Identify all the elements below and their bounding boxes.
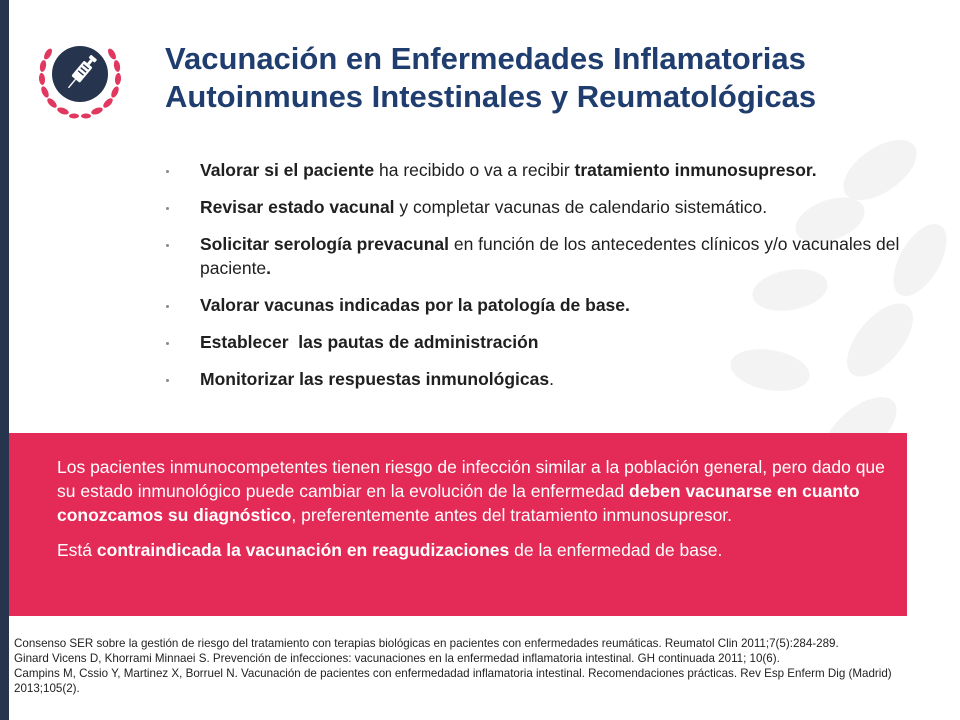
callout-box [9,433,907,616]
list-item [160,367,920,391]
bullet-dot-icon [166,170,169,173]
list-item-bold: tratamiento inmunosupresor. [574,160,817,180]
callout-text: de la enfermedad de base. [509,540,723,560]
list-item-bold: Valorar vacunas indicadas por la patología de base. [200,295,630,315]
reference-item: Consenso SER sobre la gestión de riesgo del tratamiento con terapias biológicas en pacientes con enfermedades reumáticas. Reumatol Clin 2011;7(5):284-289. [14,637,839,650]
reference-item: Ginard Vicens D, Khorrami Minnaei S. Prevención de infecciones: vacunaciones en la enfermedad inflamatoria intestinal. GH continuada 2011; 10(6). [14,652,780,665]
recommendation-list [160,158,920,404]
list-item-bold: Solicitar serología prevacunal [200,234,449,254]
title-line-2: Autoinmunes Intestinales y Reumatológicas [165,79,817,114]
list-item-bold: . [266,258,272,278]
list-item-bold: Establecer las pautas de administración [200,332,539,352]
bullet-dot-icon [166,379,169,382]
list-item [160,232,920,280]
callout-bold: contraindicada la vacunación en reagudizaciones [96,540,510,560]
list-item-bold: Valorar si el paciente [200,160,375,180]
callout-bold: deben vacunarse en cuanto conozcamos su diagnóstico [57,481,860,525]
callout-paragraph-2 [57,538,887,562]
bullet-dot-icon [166,305,169,308]
list-item-text: en función de los antecedentes clínicos y/o vacunales del paciente [200,234,900,278]
list-item [160,158,920,182]
list-item-text: y completar vacunas de calendario sistemático. [394,197,768,217]
reference-item: Campins M, Cssio Y, Martinez X, Borruel N. Vacunación de pacientes con enfermedadad inflamatoria intestinal. Recomendaciones prácticas. Rev Esp Enferm Dig (Madrid) 2013;105(2). [14,667,892,695]
references [14,636,934,696]
vaccine-laurel-logo-icon [34,30,126,122]
page-title [165,40,955,116]
list-item-bold: Revisar estado vacunal [200,197,395,217]
list-item-bold: Monitorizar las respuestas inmunológicas [200,369,550,389]
title-line-1: Vacunación en Enfermedades Inflamatorias [165,41,806,76]
bullet-dot-icon [166,244,169,247]
list-item [160,330,920,354]
left-accent-bar [0,0,9,720]
list-item [160,293,920,317]
bullet-dot-icon [166,342,169,345]
list-item [160,195,920,219]
list-item-text: . [549,369,554,389]
callout-paragraph-1 [57,455,887,527]
list-item-text: ha recibido o va a recibir [374,160,575,180]
callout-text: Está [57,540,97,560]
bullet-dot-icon [166,207,169,210]
callout-text: , preferentemente antes del tratamiento inmunosupresor. [291,505,733,525]
callout-text: Los pacientes inmunocompetentes tienen riesgo de infección similar a la población general, pero dado que su estado inmunológico puede cambiar en la evolución de la enfermedad [57,457,885,501]
